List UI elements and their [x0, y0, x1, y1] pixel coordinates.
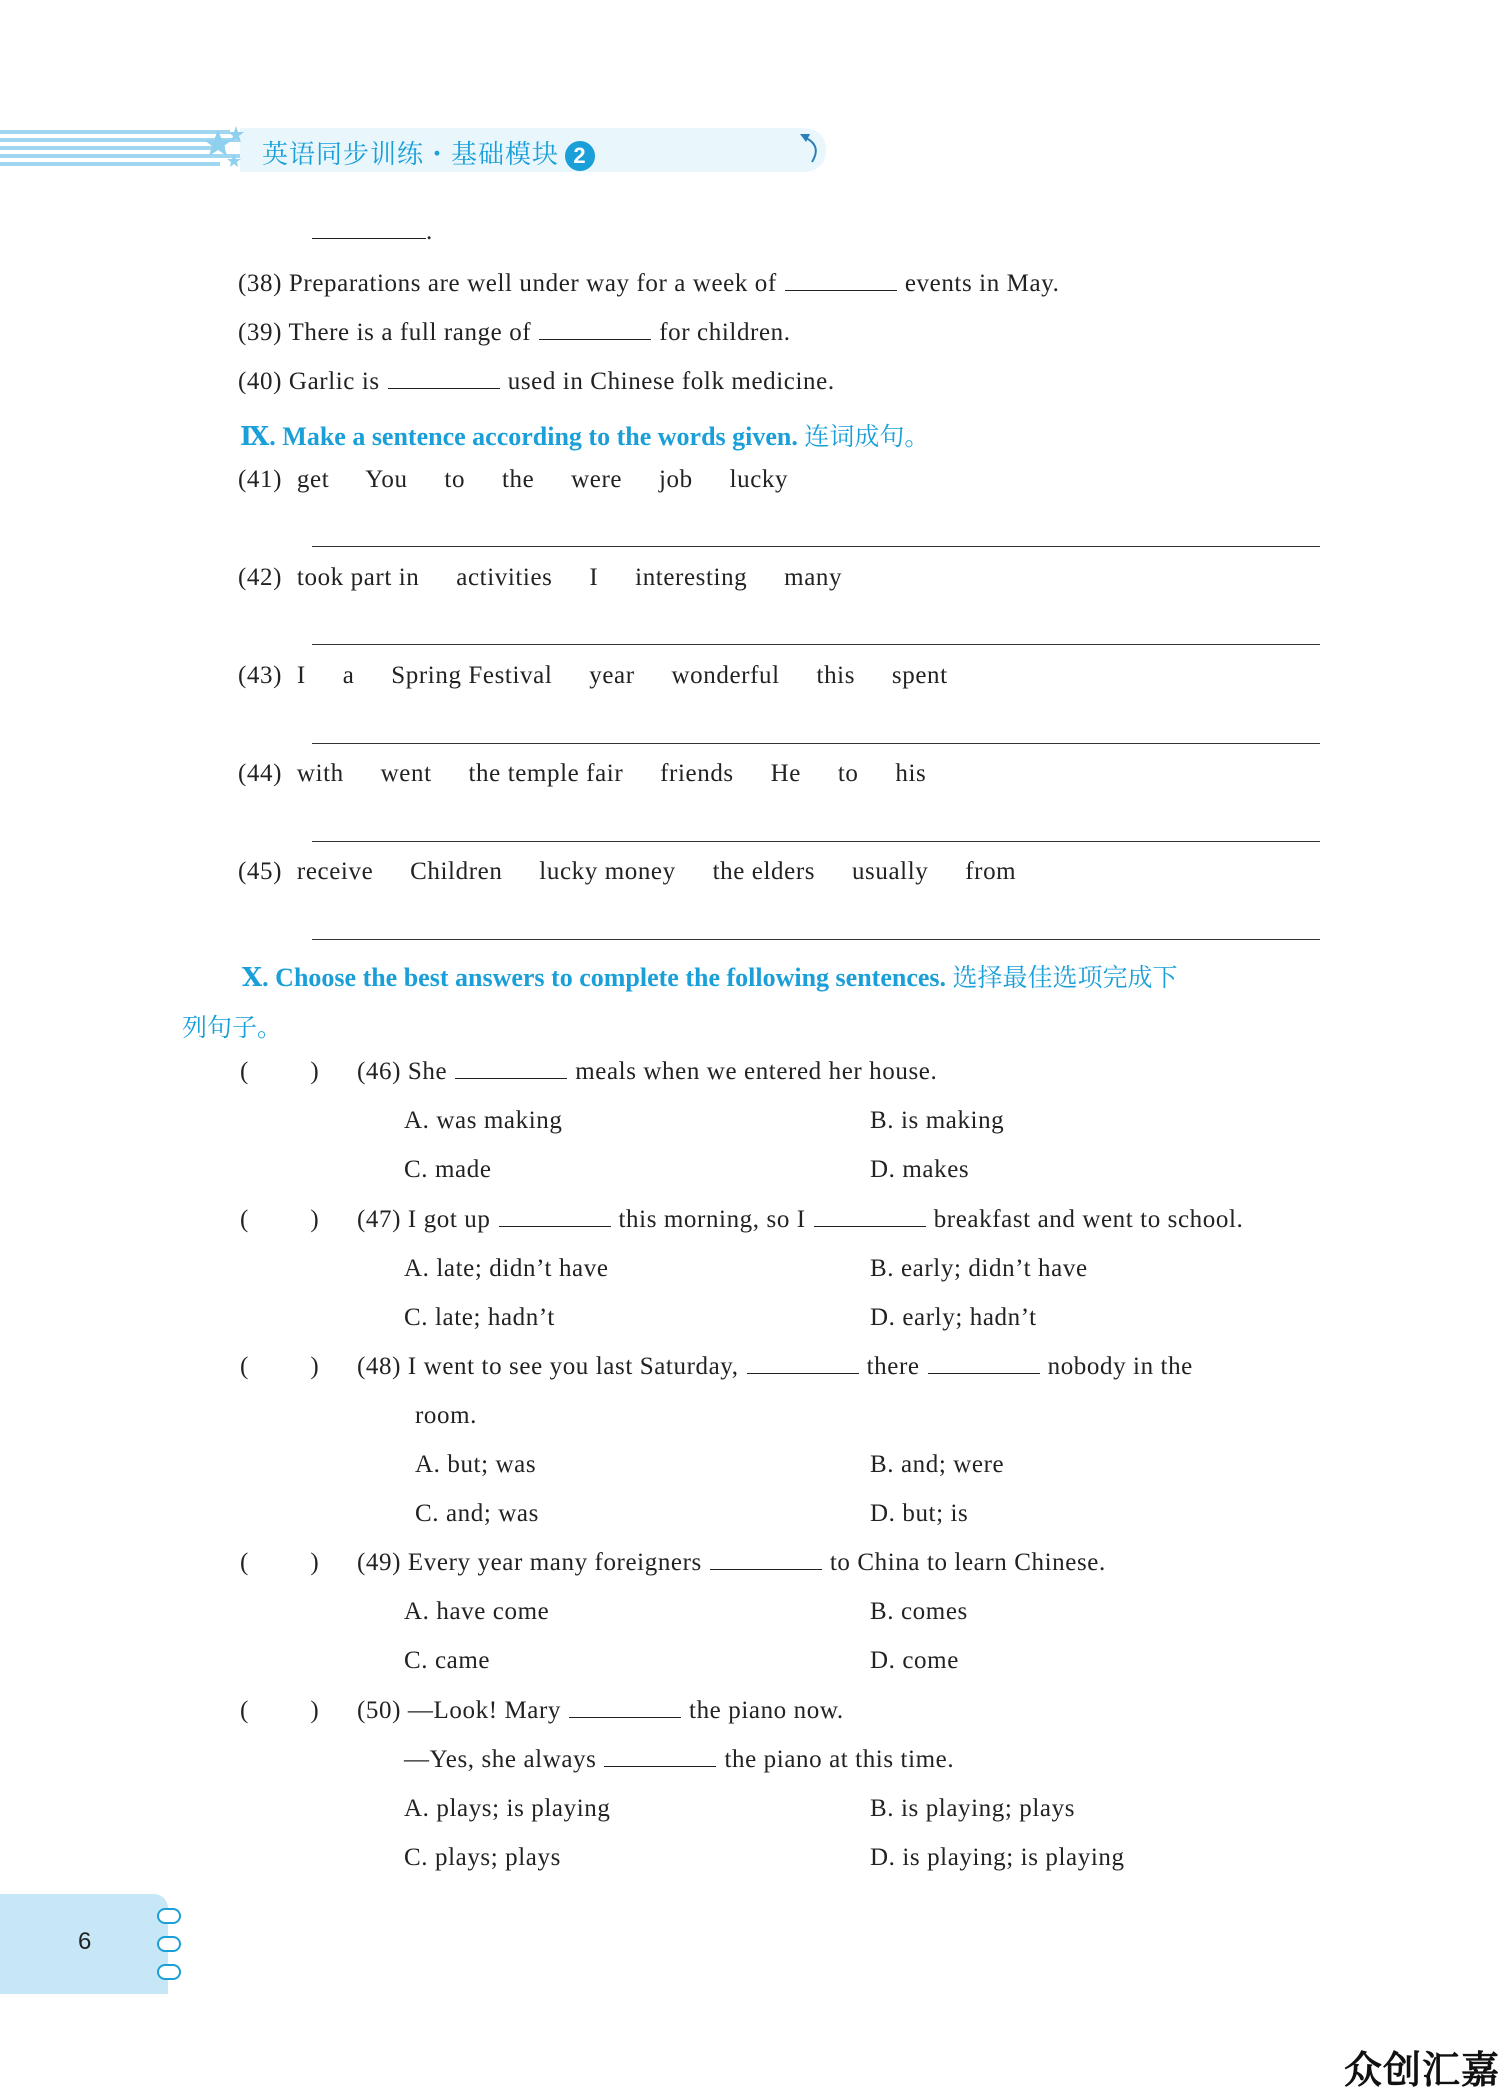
- question-number: (43): [238, 662, 283, 689]
- word: receive: [296, 858, 374, 885]
- answer-bracket[interactable]: [240, 1697, 319, 1725]
- question-text: Every year many foreigners: [407, 1549, 702, 1576]
- question-number: (40): [238, 368, 283, 395]
- word: friends: [660, 760, 734, 787]
- question-45: [238, 858, 1046, 886]
- question-42: [238, 564, 872, 592]
- word: Spring Festival: [391, 662, 553, 689]
- question-48-cont: room.: [415, 1402, 478, 1429]
- word: wonderful: [671, 662, 780, 689]
- question-46: [357, 1058, 937, 1086]
- question-number: (48): [357, 1353, 402, 1380]
- word: I: [589, 564, 599, 591]
- option-a[interactable]: A. was making: [404, 1107, 563, 1134]
- option-a[interactable]: A. but; was: [415, 1451, 537, 1478]
- answer-line[interactable]: [312, 546, 1320, 547]
- section-x-title: [242, 958, 1178, 994]
- option-d[interactable]: D. but; is: [870, 1500, 969, 1527]
- word: usually: [851, 858, 929, 885]
- answer-blank[interactable]: [928, 1353, 1040, 1374]
- section-title-cn: 列句子。: [182, 1013, 283, 1042]
- word: from: [965, 858, 1017, 885]
- answer-bracket[interactable]: [240, 1058, 319, 1086]
- paren-open: (: [240, 1353, 249, 1380]
- answer-blank[interactable]: [388, 368, 500, 389]
- question-text: events in May.: [904, 270, 1060, 297]
- answer-blank[interactable]: [710, 1549, 822, 1570]
- word: the: [501, 466, 535, 493]
- question-text: nobody in the: [1047, 1353, 1193, 1380]
- option-a[interactable]: A. have come: [404, 1598, 550, 1625]
- question-44: [238, 760, 956, 788]
- word: with: [296, 760, 344, 787]
- question-text: Preparations are well under way for a week of: [288, 270, 777, 297]
- question-text: this morning, so I: [618, 1206, 806, 1233]
- word: the elders: [712, 858, 816, 885]
- option-b[interactable]: B. is playing; plays: [870, 1795, 1076, 1822]
- question-number: (38): [238, 270, 283, 297]
- question-text: breakfast and went to school.: [933, 1206, 1244, 1233]
- question-43: [238, 662, 978, 690]
- section-ix-title: [240, 417, 929, 453]
- question-50-reply: [404, 1746, 954, 1774]
- paren-close: ): [310, 1058, 319, 1085]
- question-text: —Look! Mary: [407, 1697, 562, 1724]
- option-b[interactable]: B. and; were: [870, 1451, 1005, 1478]
- question-47: [357, 1206, 1243, 1234]
- word: activities: [456, 564, 553, 591]
- question-number: (47): [357, 1206, 402, 1233]
- option-b[interactable]: B. comes: [870, 1598, 968, 1625]
- paren-open: (: [240, 1549, 249, 1576]
- option-b[interactable]: B. is making: [870, 1107, 1005, 1134]
- answer-blank[interactable]: [604, 1746, 716, 1767]
- option-c[interactable]: C. late; hadn’t: [404, 1304, 555, 1331]
- question-text: There is a full range of: [288, 319, 532, 346]
- question-number: (41): [238, 466, 283, 493]
- answer-blank[interactable]: [569, 1697, 681, 1718]
- word: many: [784, 564, 843, 591]
- word: went: [380, 760, 432, 787]
- paren-close: ): [310, 1697, 319, 1724]
- word: to: [444, 466, 466, 493]
- word: You: [365, 466, 408, 493]
- option-c[interactable]: C. made: [404, 1156, 492, 1183]
- question-text: I went to see you last Saturday,: [407, 1353, 739, 1380]
- answer-line[interactable]: [312, 743, 1320, 744]
- question-48: [357, 1353, 1193, 1381]
- option-d[interactable]: D. makes: [870, 1156, 970, 1183]
- answer-line[interactable]: [312, 841, 1320, 842]
- question-number: (44): [238, 760, 283, 787]
- option-d[interactable]: D. come: [870, 1647, 959, 1674]
- page-number: 6: [78, 1928, 92, 1955]
- word: to: [837, 760, 859, 787]
- option-a[interactable]: A. plays; is playing: [404, 1795, 611, 1822]
- word: spent: [891, 662, 948, 689]
- answer-line[interactable]: [312, 644, 1320, 645]
- answer-bracket[interactable]: [240, 1353, 319, 1381]
- answer-blank[interactable]: [455, 1058, 567, 1079]
- header-title: [262, 134, 595, 171]
- section-title-en: Ⅹ. Choose the best answers to complete the following sentences.: [242, 963, 947, 992]
- question-text: She: [407, 1058, 448, 1085]
- question-38: [238, 270, 1060, 298]
- word: took part in: [296, 564, 420, 591]
- word: Children: [410, 858, 503, 885]
- answer-blank[interactable]: [814, 1206, 926, 1227]
- question-number: (39): [238, 319, 283, 346]
- question-number: (50): [357, 1697, 402, 1724]
- option-d[interactable]: D. early; hadn’t: [870, 1304, 1037, 1331]
- paren-open: (: [240, 1206, 249, 1233]
- word: this: [816, 662, 856, 689]
- answer-bracket[interactable]: [240, 1206, 319, 1234]
- question-text: meals when we entered her house.: [575, 1058, 938, 1085]
- paren-open: (: [240, 1058, 249, 1085]
- word: a: [342, 662, 355, 689]
- question-text: the piano now.: [689, 1697, 844, 1724]
- option-c[interactable]: C. and; was: [415, 1500, 539, 1527]
- question-text: to China to learn Chinese.: [829, 1549, 1106, 1576]
- section-x-title-cont: [182, 1008, 282, 1044]
- option-c[interactable]: C. came: [404, 1647, 491, 1674]
- option-a[interactable]: A. late; didn’t have: [404, 1255, 609, 1282]
- answer-blank[interactable]: [747, 1353, 859, 1374]
- question-text: for children.: [659, 319, 791, 346]
- option-c[interactable]: C. plays; plays: [404, 1844, 561, 1871]
- period: .: [426, 218, 433, 245]
- section-title-cn: 连词成句。: [804, 422, 930, 451]
- watermark: 众创汇嘉: [1343, 2048, 1500, 2092]
- question-text: the piano at this time.: [724, 1746, 955, 1773]
- question-text: there: [866, 1353, 920, 1380]
- question-40: [238, 368, 835, 396]
- answer-blank[interactable]: [539, 319, 651, 340]
- paren-open: (: [240, 1697, 249, 1724]
- volume-badge: 2: [565, 141, 595, 171]
- question-39: [238, 319, 791, 347]
- answer-blank[interactable]: [499, 1206, 611, 1227]
- answer-blank[interactable]: [785, 270, 897, 291]
- word: job: [658, 466, 693, 493]
- word: get: [296, 466, 330, 493]
- word: lucky money: [539, 858, 676, 885]
- word: I: [296, 662, 306, 689]
- question-50: [357, 1697, 844, 1725]
- section-title-cn: 选择最佳选项完成下: [952, 963, 1178, 992]
- question-41: [238, 466, 818, 494]
- question-text: —Yes, she always: [404, 1746, 597, 1773]
- blank: [312, 218, 426, 239]
- section-title-en: Ⅸ. Make a sentence according to the words given.: [240, 422, 798, 451]
- question-text: I got up: [407, 1206, 491, 1233]
- question-number: (45): [238, 858, 283, 885]
- question-number: (46): [357, 1058, 402, 1085]
- answer-line[interactable]: [312, 939, 1320, 940]
- question-number: (42): [238, 564, 283, 591]
- word: He: [770, 760, 801, 787]
- header-title-text: 英语同步训练・基础模块: [262, 140, 560, 170]
- option-d[interactable]: D. is playing; is playing: [870, 1844, 1125, 1871]
- question-text: used in Chinese folk medicine.: [507, 368, 835, 395]
- paren-close: ): [310, 1549, 319, 1576]
- binder-rings-icon: [156, 1905, 182, 1985]
- word: interesting: [635, 564, 748, 591]
- word: were: [571, 466, 623, 493]
- answer-bracket[interactable]: [240, 1549, 319, 1577]
- question-text: Garlic is: [288, 368, 380, 395]
- word: the temple fair: [468, 760, 624, 787]
- option-b[interactable]: B. early; didn’t have: [870, 1255, 1088, 1282]
- word: year: [589, 662, 635, 689]
- question-number: (49): [357, 1549, 402, 1576]
- word: lucky: [729, 466, 789, 493]
- continued-blank: [312, 218, 433, 246]
- word: his: [895, 760, 927, 787]
- paren-close: ): [310, 1353, 319, 1380]
- paren-close: ): [310, 1206, 319, 1233]
- question-49: [357, 1549, 1106, 1577]
